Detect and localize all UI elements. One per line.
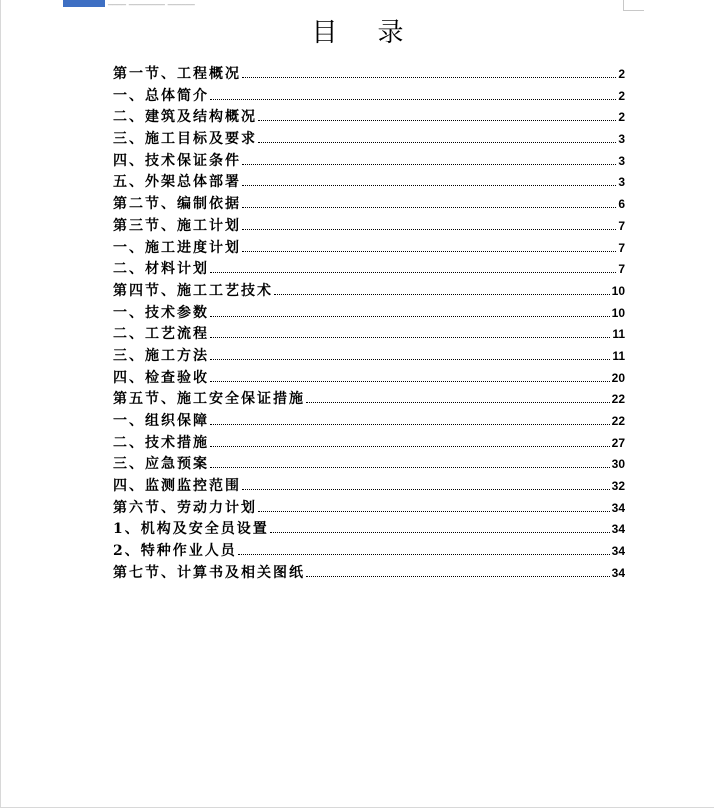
toc-entry-label: 一、总体简介 bbox=[113, 87, 209, 104]
toc-entry-label: 第六节、劳动力计划 bbox=[113, 499, 257, 516]
toc-entry-label: 三、应急预案 bbox=[113, 456, 209, 473]
toc-entry-page-number: 7 bbox=[618, 218, 625, 233]
toc-entry[interactable] bbox=[113, 388, 625, 410]
toc-leader-dots bbox=[210, 380, 610, 382]
toc-entry-page-number: 22 bbox=[611, 414, 625, 428]
toc-entry-label: 二、建筑及结构概况 bbox=[113, 109, 257, 126]
toc-leader-dots bbox=[306, 401, 610, 403]
toc-entry-page-number: 6 bbox=[618, 197, 625, 212]
toc-entry[interactable] bbox=[113, 367, 625, 389]
toc-entry-page-number: 2 bbox=[618, 88, 625, 103]
toc-leader-dots bbox=[242, 488, 610, 490]
toc-leader-dots bbox=[238, 553, 610, 555]
toc-entry-label: 一、组织保障 bbox=[113, 413, 209, 429]
toc-entry-page-number: 7 bbox=[618, 262, 625, 277]
toc-entry[interactable] bbox=[113, 518, 625, 540]
toc-entry-page-number: 20 bbox=[611, 370, 625, 385]
toc-entry[interactable] bbox=[113, 258, 625, 280]
toc-entry-label: 三、施工方法 bbox=[113, 347, 209, 364]
toc-entry-label: 2、特种作业人员 bbox=[113, 543, 237, 560]
header-logo-block bbox=[63, 0, 105, 7]
toc-entry-page-number: 27 bbox=[611, 435, 625, 450]
toc-entry[interactable] bbox=[113, 540, 625, 562]
toc-entry[interactable] bbox=[113, 193, 625, 215]
toc-entry-page-number: 2 bbox=[618, 110, 625, 125]
toc-entry-page-number: 7 bbox=[618, 240, 625, 255]
toc-entry[interactable] bbox=[113, 63, 625, 85]
toc-entry[interactable] bbox=[113, 497, 625, 519]
toc-entry-page-number: 3 bbox=[618, 175, 625, 190]
toc-entry-label: 第三节、施工计划 bbox=[113, 217, 241, 234]
header-text: ____ ________ ______ bbox=[108, 0, 195, 6]
toc-entry-page-number: 30 bbox=[611, 457, 625, 472]
toc-entry-label: 二、工艺流程 bbox=[113, 326, 209, 343]
toc-entry[interactable] bbox=[113, 345, 625, 367]
toc-entry[interactable] bbox=[113, 475, 625, 497]
toc-entry[interactable] bbox=[113, 237, 625, 259]
toc-entry[interactable] bbox=[113, 280, 625, 302]
toc-entry-page-number: 10 bbox=[611, 283, 625, 298]
toc-leader-dots bbox=[210, 466, 610, 468]
toc-leader-dots bbox=[210, 271, 616, 273]
toc-entry-page-number: 11 bbox=[612, 327, 625, 342]
toc-leader-dots bbox=[210, 358, 610, 360]
toc-entry-page-number: 10 bbox=[611, 305, 625, 320]
toc-entry-label: 四、技术保证条件 bbox=[113, 152, 241, 169]
toc-leader-dots bbox=[258, 510, 610, 512]
toc-entry[interactable] bbox=[113, 171, 625, 193]
toc-entry-label: 四、监测监控范围 bbox=[113, 478, 241, 495]
toc-entry[interactable] bbox=[113, 562, 625, 584]
toc-entry-page-number: 34 bbox=[611, 565, 625, 580]
toc-entry-label: 一、施工进度计划 bbox=[113, 239, 241, 256]
toc-leader-dots bbox=[306, 575, 610, 577]
toc-entry-label: 四、检查验收 bbox=[113, 369, 209, 386]
toc-entry-page-number: 22 bbox=[611, 392, 625, 407]
toc-entry[interactable] bbox=[113, 150, 625, 172]
toc-leader-dots bbox=[258, 141, 616, 143]
toc-entry[interactable] bbox=[113, 106, 625, 128]
toc-entry-page-number: 34 bbox=[611, 500, 625, 515]
toc-leader-dots bbox=[274, 293, 610, 295]
toc-entry-page-number: 34 bbox=[611, 522, 625, 537]
toc-entry-label: 第一节、工程概况 bbox=[113, 66, 241, 82]
toc-entry-label: 第四节、施工工艺技术 bbox=[113, 282, 273, 299]
toc-entry-page-number: 2 bbox=[618, 67, 625, 81]
toc-entry[interactable] bbox=[113, 215, 625, 237]
toc-leader-dots bbox=[242, 228, 616, 230]
toc-entry-page-number: 32 bbox=[611, 479, 625, 494]
toc-leader-dots bbox=[242, 250, 616, 252]
toc-entry-label: 一、技术参数 bbox=[113, 304, 209, 321]
toc-entry[interactable] bbox=[113, 432, 625, 454]
toc-leader-dots bbox=[270, 531, 610, 533]
toc-entry-label: 1、机构及安全员设置 bbox=[113, 521, 269, 538]
table-of-contents bbox=[113, 63, 625, 584]
toc-leader-dots bbox=[242, 206, 616, 208]
toc-entry[interactable] bbox=[113, 323, 625, 345]
toc-entry-page-number: 11 bbox=[612, 348, 625, 363]
toc-entry-label: 二、材料计划 bbox=[113, 261, 209, 278]
toc-title: 目录 bbox=[311, 18, 444, 48]
toc-entry-page-number: 34 bbox=[611, 544, 625, 559]
toc-entry-label: 三、施工目标及要求 bbox=[113, 131, 257, 148]
toc-leader-dots bbox=[210, 423, 610, 425]
toc-entry[interactable] bbox=[113, 410, 625, 432]
toc-entry[interactable] bbox=[113, 302, 625, 324]
toc-leader-dots bbox=[210, 315, 610, 317]
toc-entry-label: 五、外架总体部署 bbox=[113, 174, 241, 191]
toc-leader-dots bbox=[242, 163, 616, 165]
toc-entry-page-number: 3 bbox=[618, 132, 625, 147]
toc-leader-dots bbox=[210, 336, 610, 338]
margin-corner-mark bbox=[623, 0, 644, 11]
toc-entry-label: 第二节、编制依据 bbox=[113, 196, 241, 213]
toc-entry[interactable] bbox=[113, 85, 625, 107]
toc-leader-dots bbox=[242, 184, 616, 186]
toc-entry-label: 第五节、施工安全保证措施 bbox=[113, 391, 305, 408]
toc-entry-page-number: 3 bbox=[618, 153, 625, 168]
toc-entry-label: 二、技术措施 bbox=[113, 434, 209, 451]
toc-entry[interactable] bbox=[113, 128, 625, 150]
toc-entry-label: 第七节、计算书及相关图纸 bbox=[113, 564, 305, 581]
toc-leader-dots bbox=[210, 98, 616, 100]
toc-leader-dots bbox=[242, 76, 616, 78]
toc-leader-dots bbox=[210, 445, 610, 447]
page-header bbox=[63, 0, 313, 7]
toc-entry[interactable] bbox=[113, 453, 625, 475]
toc-leader-dots bbox=[258, 119, 616, 121]
